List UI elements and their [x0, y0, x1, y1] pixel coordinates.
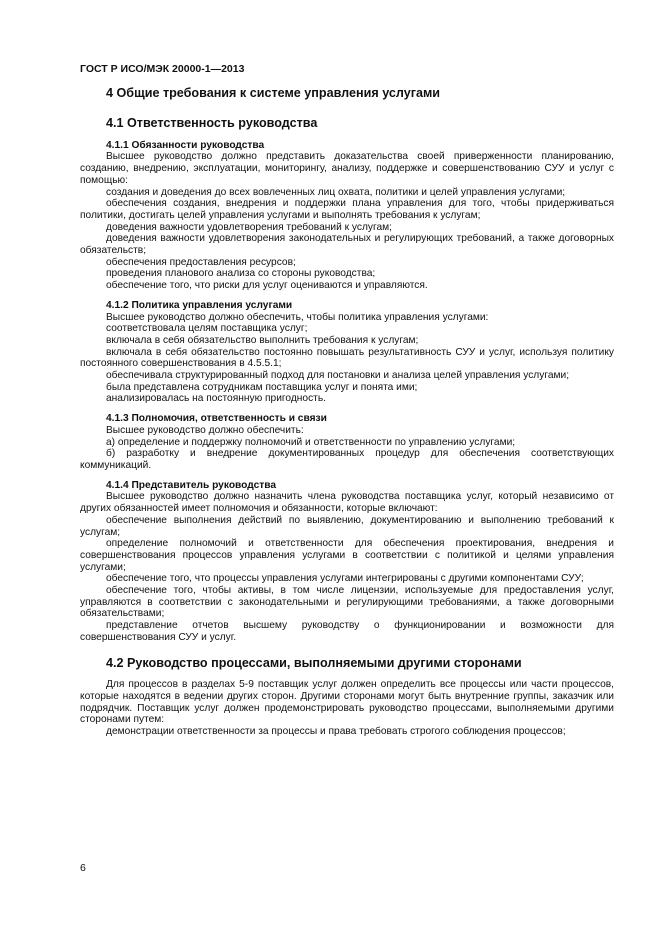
paragraph: Высшее руководство должно обеспечить:	[106, 424, 304, 436]
paragraph: обеспечения предоставления ресурсов;	[106, 256, 296, 268]
subsection-4-1-1-title: 4.1.1 Обязанности руководства	[106, 139, 265, 151]
paragraph: обеспечения создания, внедрения и поддержки плана управления для того, чтобы придерживаться политики, достигать целей управления услугами и выполнять требования к услугам;	[80, 198, 614, 221]
paragraph: доведения важности удовлетворения требований к услугам;	[106, 221, 392, 233]
paragraph: проведения планового анализа со стороны руководства;	[106, 268, 376, 280]
paragraph: включала в себя обязательство постоянно повышать результативность СУУ и услуг, используя политику постоянного совершенствования в 4.5.5.1;	[80, 346, 614, 370]
paragraph: анализировалась на постоянную пригодность.	[106, 393, 326, 405]
document-body	[80, 88, 614, 738]
paragraph: Для процессов в разделах 5-9 поставщик услуг должен определить все процессы или части процессов, которые находятся в ведении других сторон. Другими сторонами могут быть внутренние группы, заказчик или подрядчик. Поставщик услуг должен продемонстрировать руководство процессами, выполняемыми другими сторонами путем:	[80, 679, 614, 726]
subsection-4-1-3-title: 4.1.3 Полномочия, ответственность и связи	[106, 413, 327, 425]
paragraph: а) определение и поддержку полномочий и ответственности по управлению услугами;	[106, 436, 516, 448]
paragraph: Высшее руководство должно назначить члена руководства поставщика услуг, который независимо от других обязанностей имеет полномочия и обязанности, которые включают:	[80, 491, 614, 515]
paragraph: обеспечение выполнения действий по выявлению, документированию и выполнению требований к услугам;	[80, 514, 614, 538]
paragraph: была представлена сотрудникам поставщика услуг и понята ими;	[106, 381, 418, 393]
paragraph: представление отчетов высшему руководству о функционировании и возможности для совершенствования СУУ и услуг.	[80, 620, 614, 643]
paragraph: обеспечение того, что риски для услуг оцениваются и управляются.	[106, 280, 428, 292]
paragraph: включала в себя обязательство выполнить требования к услугам;	[106, 334, 419, 346]
document-header: ГОСТ Р ИСО/МЭК 20000-1—2013	[80, 63, 245, 75]
paragraph: б) разработку и внедрение документированных процедур для обеспечения соответствующих коммуникаций.	[80, 448, 614, 471]
page-number: 6	[80, 862, 86, 874]
section-4-1-title: 4.1 Ответственность руководства	[106, 116, 318, 130]
paragraph: создания и доведения до всех вовлеченных лиц охвата, политики и целей управления услугами;	[106, 186, 566, 198]
paragraph: обеспечение того, чтобы активы, в том числе лицензии, используемые для предоставления услуг, управляются в соответствии с законодательными и регулирующими требованиями, а также договорными обязательствами;	[80, 585, 614, 620]
paragraph: обеспечивала структурированный подход для постановки и анализа целей управления услугами;	[106, 370, 570, 382]
paragraph: обеспечение того, что процессы управления услугами интегрированы с другими компонентами СУУ;	[106, 573, 584, 585]
paragraph: Высшее руководство должно представить доказательства своей приверженности планированию, созданию, внедрению, эксплуатации, мониторингу, анализу, поддержке и совершенствованию СУУ и услуг с помощью:	[80, 151, 614, 186]
section-4-title: 4 Общие требования к системе управления услугами	[106, 86, 441, 100]
paragraph: демонстрации ответственности за процессы и права требовать строгого соблюдения процессов;	[106, 726, 566, 738]
paragraph: определение полномочий и ответственности для обеспечения проектирования, внедрения и совершенствования процессов управления услугами в соответствии с политикой и целями управления услугами;	[80, 538, 614, 573]
paragraph: соответствовала целям поставщика услуг;	[106, 323, 308, 335]
subsection-4-1-4-title: 4.1.4 Представитель руководства	[106, 479, 277, 491]
subsection-4-1-2-title: 4.1.2 Политика управления услугами	[106, 299, 293, 311]
paragraph: доведения важности удовлетворения законодательных и регулирующих требований, а также договорных обязательств;	[80, 233, 614, 257]
section-4-2-title: 4.2 Руководство процессами, выполняемыми другими сторонами	[106, 655, 522, 670]
paragraph: Высшее руководство должно обеспечить, чтобы политика управления услугами:	[106, 311, 489, 323]
